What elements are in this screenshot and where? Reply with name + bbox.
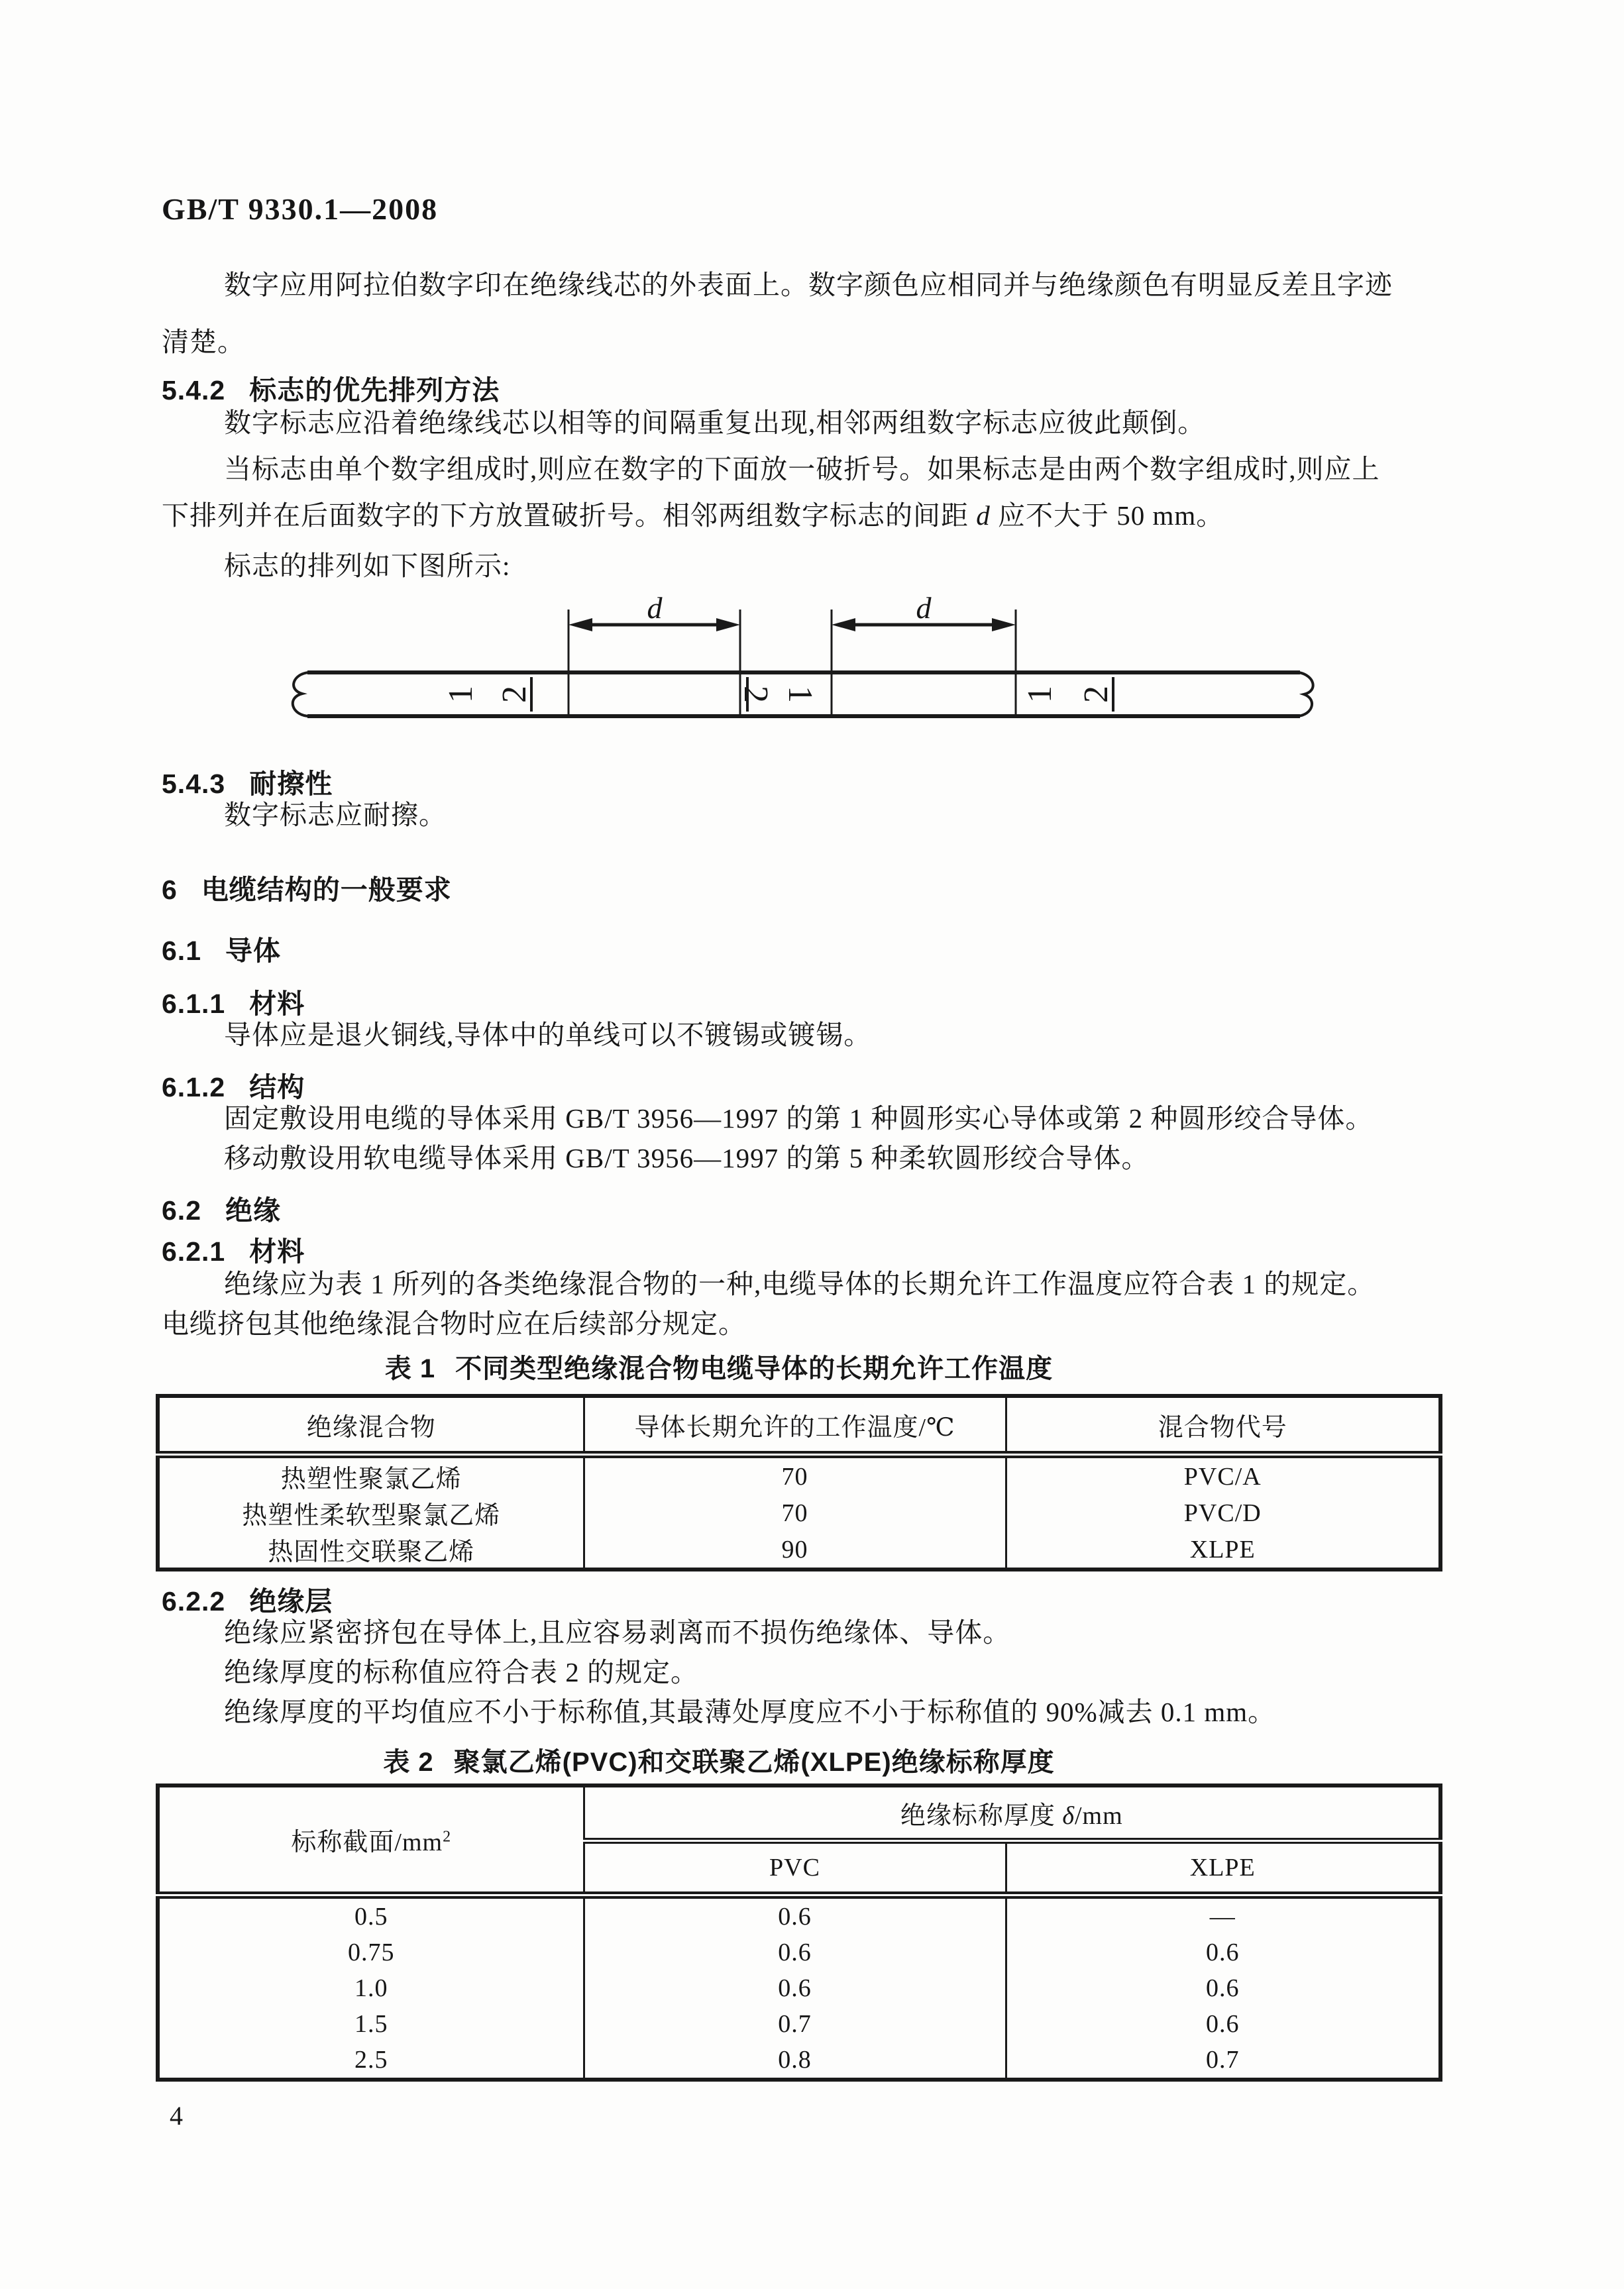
paragraph-line: 导体应是退火铜线,导体中的单线可以不镀锡或镀锡。: [224, 1020, 872, 1050]
table-row: [158, 1455, 1440, 1495]
paragraph-line: 移动敷设用软电缆导体采用 GB/T 3956—1997 的第 5 种柔软圆形绞合导体。: [224, 1143, 1150, 1173]
section-title: 标志的优先排列方法: [249, 375, 500, 405]
section-heading-6-1-1: [162, 982, 305, 1021]
paragraph-line: 当标志由单个数字组成时,则应在数字的下面放一破折号。如果标志是由两个数字组成时,则应上: [224, 454, 1380, 484]
section-number: 5.4.2: [162, 375, 226, 405]
cell: 0.6: [584, 1970, 1006, 2006]
cell: 0.7: [1006, 2042, 1440, 2080]
table-row: [158, 1895, 1440, 1935]
section-heading-6-2-1: [162, 1230, 305, 1269]
header-text: 标称截面/mm: [291, 1829, 443, 1856]
section-number: 6.2: [162, 1195, 201, 1226]
cell: 2.5: [158, 2042, 584, 2080]
section-number: 5.4.3: [162, 769, 226, 799]
table1-caption: [156, 1348, 1282, 1385]
cell: 热塑性聚氯乙烯: [158, 1455, 584, 1495]
section-title: 结构: [249, 1072, 305, 1102]
table-number: 表 1: [384, 1354, 436, 1383]
cell: 1.5: [158, 2006, 584, 2042]
mark-digit: 2: [737, 686, 775, 703]
mark-digit: 2: [1077, 686, 1115, 703]
paragraph-line: 绝缘厚度的平均值应不小于标称值,其最薄处厚度应不小于标称值的 90%减去 0.1 mm。: [224, 1697, 1276, 1727]
cell: 0.6: [584, 1895, 1006, 1935]
column-header: 混合物代号: [1006, 1396, 1440, 1455]
paragraph-line: 电缆挤包其他绝缘混合物时应在后续部分规定。: [162, 1308, 746, 1339]
cell: 0.6: [1006, 2006, 1440, 2042]
table-row: [158, 2006, 1440, 2042]
cell: 1.0: [158, 1970, 584, 2006]
cell: 0.75: [158, 1935, 584, 1970]
table-row: [158, 1531, 1440, 1570]
table-row: [158, 2042, 1440, 2080]
mark-digit: 1: [1021, 686, 1059, 703]
section-title: 电缆结构的一般要求: [201, 875, 452, 905]
paragraph-line: 清楚。: [162, 327, 245, 357]
paragraph-text: 应不大于 50 mm。: [990, 500, 1224, 531]
standard-code: GB/T 9330.1—2008: [162, 192, 439, 226]
section-heading-6-1-2: [162, 1065, 305, 1104]
cable-digit-marks: [442, 686, 1115, 703]
cell: PVC/D: [1006, 1495, 1440, 1531]
section-heading-6-2: [162, 1189, 281, 1228]
table-row: [158, 1970, 1440, 2006]
paragraph-line: 数字标志应沿着绝缘线芯以相等的间隔重复出现,相邻两组数字标志应彼此颠倒。: [224, 407, 1206, 438]
dimension-label-d2: d: [916, 593, 932, 625]
section-title: 材料: [249, 988, 305, 1019]
section-number: 6.1.2: [162, 1072, 226, 1102]
section-heading-6-1: [162, 929, 281, 968]
mark-digit: 1: [442, 686, 480, 703]
cell: 0.5: [158, 1895, 584, 1935]
paragraph-line: 数字应用阿拉伯数字印在绝缘线芯的外表面上。数字颜色应相同并与绝缘颜色有明显反差且字迹: [224, 270, 1393, 300]
section-title: 绝缘层: [249, 1586, 333, 1617]
section-heading-5-4-3: [162, 762, 333, 801]
section-title: 绝缘: [225, 1195, 281, 1226]
section-heading-6-2-2: [162, 1579, 333, 1619]
table2-caption: [156, 1741, 1282, 1779]
cell: 热固性交联聚乙烯: [158, 1531, 584, 1570]
section-number: 6.1.1: [162, 988, 226, 1019]
header-text: 绝缘标称厚度: [900, 1801, 1063, 1830]
paragraph-line: 绝缘厚度的标称值应符合表 2 的规定。: [224, 1657, 698, 1687]
table-row: [158, 1495, 1440, 1531]
section-number: 6: [162, 875, 178, 905]
table-number: 表 2: [383, 1748, 434, 1777]
mark-digit: 1: [781, 686, 819, 703]
cell: 热塑性柔软型聚氯乙烯: [158, 1495, 584, 1531]
section-number: 6.1: [162, 935, 201, 966]
chapter-heading-6: [162, 868, 452, 907]
column-header-cross-section: [158, 1785, 584, 1895]
cell: 0.8: [584, 2042, 1006, 2080]
table-working-temperature: [156, 1394, 1442, 1571]
table-row: [158, 1935, 1440, 1970]
section-heading-5-4-2: [162, 368, 500, 407]
cell: 90: [584, 1531, 1006, 1570]
paragraph-line: 数字标志应耐擦。: [224, 800, 447, 830]
cell: 70: [584, 1455, 1006, 1495]
section-number: 6.2.1: [162, 1236, 226, 1267]
paragraph-line: [162, 501, 1224, 531]
table-header-row: [158, 1396, 1440, 1455]
column-header-pvc: PVC: [584, 1841, 1006, 1895]
column-header-xlpe: XLPE: [1006, 1841, 1440, 1895]
cell: 70: [584, 1495, 1006, 1531]
variable-d: d: [976, 500, 991, 531]
cell: 0.7: [584, 2006, 1006, 2042]
section-number: 6.2.2: [162, 1586, 226, 1617]
section-title: 导体: [225, 935, 281, 966]
section-title: 耐擦性: [249, 769, 333, 799]
paragraph-line: 固定敷设用电缆的导体采用 GB/T 3956—1997 的第 1 种圆形实心导体或第 2 种圆形绞合导体。: [224, 1103, 1374, 1134]
cell: 0.6: [584, 1935, 1006, 1970]
mark-digit: 2: [496, 686, 533, 703]
column-header: 导体长期允许的工作温度/℃: [584, 1396, 1006, 1455]
column-header-thickness: [584, 1785, 1440, 1841]
cell: —: [1006, 1895, 1440, 1935]
cell: 0.6: [1006, 1935, 1440, 1970]
header-superscript: 2: [443, 1828, 452, 1846]
paragraph-text: 下排列并在后面数字的下方放置破折号。相邻两组数字标志的间距: [162, 500, 977, 531]
paragraph-line: 绝缘应紧密挤包在导体上,且应容易剥离而不损伤绝缘体、导体。: [224, 1617, 1011, 1648]
table-title: 不同类型绝缘混合物电缆导体的长期允许工作温度: [455, 1354, 1054, 1383]
cell: 0.6: [1006, 1970, 1440, 2006]
dimension-label-d1: d: [647, 593, 663, 625]
marking-diagram: [278, 593, 1319, 759]
page-number: 4: [170, 2101, 183, 2131]
section-title: 材料: [249, 1236, 305, 1267]
column-header: 绝缘混合物: [158, 1396, 584, 1455]
paragraph-line: 绝缘应为表 1 所列的各类绝缘混合物的一种,电缆导体的长期允许工作温度应符合表 1 的规定。: [224, 1269, 1376, 1299]
cable-left-break: [293, 672, 310, 716]
cell: XLPE: [1006, 1531, 1440, 1570]
table-header-row: [158, 1785, 1440, 1841]
cable-right-break: [1297, 672, 1313, 716]
header-text: /mm: [1075, 1801, 1123, 1830]
paragraph-line: 标志的排列如下图所示:: [224, 551, 511, 581]
table-title: 聚氯乙烯(PVC)和交联聚乙烯(XLPE)绝缘标称厚度: [453, 1748, 1055, 1777]
cell: PVC/A: [1006, 1455, 1440, 1495]
delta-symbol: δ: [1062, 1801, 1075, 1830]
table-insulation-thickness: [156, 1783, 1442, 2082]
